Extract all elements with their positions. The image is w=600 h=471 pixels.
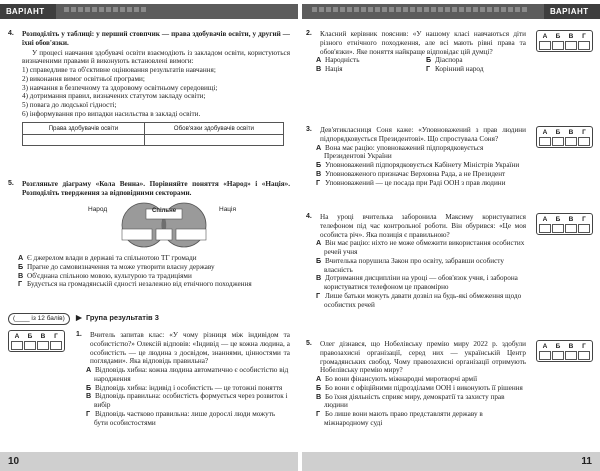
page-number: 11	[581, 456, 592, 467]
answer-box[interactable]	[565, 351, 577, 360]
answer-box[interactable]	[578, 224, 590, 233]
venn-label-natsiia: Нація	[219, 206, 236, 213]
option[interactable]: А Відповідь хибна: кожна людина автоматично є особистістю від народження	[86, 365, 289, 383]
right-page	[302, 0, 600, 471]
answer-box[interactable]	[565, 224, 577, 233]
question-1	[76, 331, 290, 428]
table-header: Права здобувачів освіти	[23, 122, 145, 135]
option[interactable]: Г Корінний народ	[426, 64, 484, 74]
option[interactable]: Г Лише батьки можуть давати дозвіл на будь-які обмеження щодо особистих речей	[316, 291, 522, 309]
header-dots	[64, 7, 146, 16]
sorting-table	[22, 122, 284, 147]
option[interactable]: А Народність	[316, 55, 360, 65]
header-dots	[312, 7, 527, 16]
question-5-options	[8, 254, 290, 289]
answer-grid: А Б В Г	[536, 126, 593, 148]
question-text: На уроці вчителька заборонила Максиму користуватися телефоном під час контрольної роботи. Він обурився: «Це моя особиста річ». Яка позиція є правильною?	[320, 213, 526, 239]
question-text: Вчитель запитав клас: «У чому різниця між індивідом та особистістю?» Олексій відповів: «Індивід — це кожна людина, а особистість — це людина з досвідом, знаннями, цінностями та поглядами». Яка відповідь правильна?	[90, 331, 290, 366]
question-number: 1.	[76, 331, 82, 338]
answer-box[interactable]	[50, 341, 62, 350]
answer-grid: А Б В Г	[536, 30, 593, 52]
list-item: 4) дотримання правил, визначених статутом закладу освіти;	[22, 92, 206, 101]
question-intro: У процесі навчання здобувачі освіти взаємодіють із закладом освіти, користуються визначеними правами й виконують встановлені вимоги:	[22, 48, 290, 66]
answer-box[interactable]	[539, 41, 551, 50]
answer-cell[interactable]	[23, 135, 145, 146]
question-5	[306, 340, 526, 428]
option[interactable]: Б Бо вони є офіційними підрозділами ООН і виконують її рішення	[316, 382, 523, 392]
option[interactable]: Б Прагне до самовизначення та може утворити власну державу	[18, 261, 215, 271]
list-item: 1) справедливе та об'єктивне оцінювання результатів навчання;	[22, 66, 216, 75]
footer-bar	[302, 452, 600, 471]
answer-box[interactable]	[539, 137, 551, 146]
option[interactable]: Г Бо лише вони мають право представляти державу в міжнародному суді	[316, 409, 483, 428]
question-text: Олег дізнався, що Нобелівську премію миру 2022 р. здобули правозахисні організації, серед них — українській Центр громадянських свобод. Чому правозахисні організації отримують Нобелівську премію миру?	[320, 340, 526, 375]
question-text: Розгляньте діаграму «Кола Венна». Порівняйте поняття «Народ» і «Нація». Розподіліть твердження за відповідними секторами.	[22, 180, 290, 197]
option[interactable]: Г Відповідь частково правильна: лише дорослі люди можуть бути особистостями	[86, 409, 276, 427]
list-item: 2) виконання вимог освітньої програми;	[22, 74, 145, 83]
question-4	[306, 213, 526, 310]
list-item: 6) інформування про випадки насильства в закладі освіти.	[22, 110, 201, 119]
option[interactable]: В Нація	[316, 64, 343, 74]
option[interactable]: А Вона має рацію: уповноважений підпорядковується Президентові України	[316, 142, 484, 161]
option[interactable]: В Уповноваженого призначає Верховна Рада, а не Президент	[316, 168, 506, 178]
answer-box[interactable]	[578, 41, 590, 50]
option[interactable]: Б Відповідь хибна: індивід і особистість — це тотожні поняття	[86, 382, 283, 392]
question-text: Класний керівник пояснив: «У нашому класі навчаються діти різного етнічного походження, але всі мають рівні права та обов'язки». Яке поняття найкраще відповідає цій думці?	[320, 30, 526, 56]
answer-box[interactable]	[552, 137, 564, 146]
question-number: 4.	[306, 213, 312, 220]
option[interactable]: В Дотримання дисципліни на уроці — обов'язок учня, і заборона користуватися телефоном це правомірно	[316, 273, 518, 292]
venn-label-common: Спільне	[152, 208, 177, 214]
question-number: 5.	[306, 340, 312, 347]
question-number: 4.	[8, 30, 14, 37]
venn-label-narod: Народ	[88, 206, 108, 213]
question-text: Дев'ятикласниця Соня каже: «Уповноважений з прав людини підпорядковується Президентові». Що спростувала Соня?	[320, 126, 526, 143]
answer-box[interactable]	[578, 351, 590, 360]
option[interactable]: Б Уповноважений підпорядковується Кабінету Міністрів України	[316, 160, 520, 170]
question-number: 2.	[306, 30, 312, 37]
variant-label: ВАРІАНТ 2	[0, 4, 56, 19]
option[interactable]: А Є джерелом влади в державі та спільнотою ТГ громади	[18, 253, 197, 262]
answer-box[interactable]	[565, 137, 577, 146]
answer-box[interactable]	[539, 351, 551, 360]
answer-grid: А Б В Г	[536, 213, 593, 235]
option[interactable]: Г Уповноважений — це посада при Раді ООН з прав людини	[316, 177, 506, 187]
answer-box[interactable]	[552, 41, 564, 50]
answer-grid: А Б В Г	[8, 330, 65, 352]
table-header: Обов'язки здобувачів освіти	[144, 122, 283, 135]
answer-grid: А Б В Г	[536, 340, 593, 362]
page-number: 10	[8, 456, 20, 467]
answer-box[interactable]	[24, 341, 36, 350]
option[interactable]: Б Діаспора	[426, 55, 463, 65]
question-2	[306, 30, 526, 74]
option[interactable]: Б Вчителька порушила Закон про освіту, забравши особисту власність	[316, 255, 504, 274]
question-text: Розподіліть у таблиці: у перший стовпчик — права здобувачів освіти, у другий — їхні обов'язки.	[22, 30, 290, 47]
answer-box[interactable]	[565, 41, 577, 50]
answer-box[interactable]	[539, 224, 551, 233]
answer-box[interactable]	[552, 351, 564, 360]
answer-cell[interactable]	[144, 135, 283, 146]
answer-box[interactable]	[552, 224, 564, 233]
answer-box[interactable]	[37, 341, 49, 350]
answer-box[interactable]	[578, 137, 590, 146]
option[interactable]: В Відповідь правильна: особистість формується через розвиток і вибір	[86, 391, 288, 410]
footer-bar	[0, 452, 298, 471]
option[interactable]: А Він має рацію: ніхто не може обмежити використання особистих речей учня	[316, 238, 525, 257]
answer-box[interactable]	[11, 341, 23, 350]
variant-label: ВАРІАНТ 2	[544, 4, 600, 19]
question-5	[8, 180, 290, 198]
question-number: 3.	[306, 126, 312, 133]
list-item: 3) навчання в безпечному та здоровому освітньому середовищі;	[22, 83, 218, 92]
question-4	[8, 30, 290, 146]
option[interactable]: В Об'єднана спільною мовою, культурою та традиціями	[18, 270, 192, 280]
option[interactable]: Г Будується на громадянській єдності незалежно від етнічного походження	[18, 279, 252, 289]
left-page	[0, 0, 298, 471]
option[interactable]: А Бо вони фінансують міжнародні миротворчі армії	[316, 374, 478, 384]
list-item: 5) повага до людської гідності;	[22, 101, 117, 110]
group-title: ▶ Група результатів 3	[76, 313, 159, 322]
option[interactable]: В Бо їхня діяльність сприяє миру, демократії та захисту прав людини	[316, 391, 505, 410]
question-number: 5.	[8, 180, 14, 187]
score-badge: (____ із 12 балів)	[8, 313, 70, 325]
question-3	[306, 126, 526, 187]
